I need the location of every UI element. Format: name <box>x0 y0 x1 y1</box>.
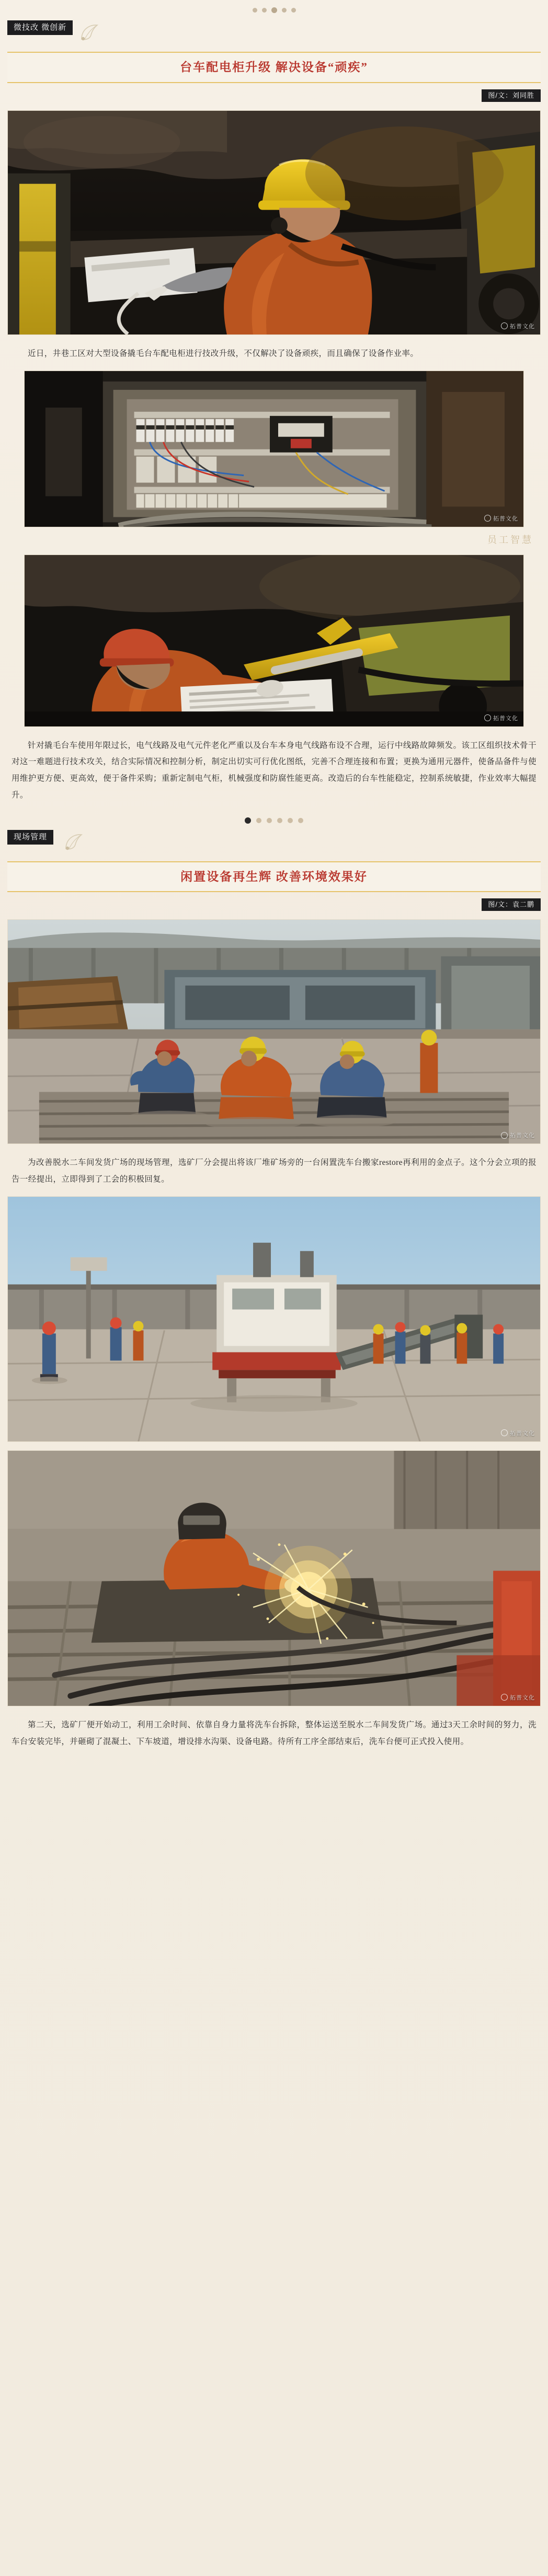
watermark: 拓普文化 <box>484 714 518 722</box>
dot <box>267 818 272 823</box>
article-title-bar-2 <box>7 861 541 893</box>
watermark-badge-icon <box>484 515 491 522</box>
top-dots-ornament <box>0 0 548 16</box>
watermark-badge-icon <box>501 1429 508 1436</box>
paragraph-2-1: 为改善脱水二车间发货广场的现场管理，选矿厂分会提出将该厂堆矿场旁的一台闲置洗车台搬家restore再利用的金点子。这个分会立项的报告一经提出，立即得到了工会的积极回复。 <box>12 1158 536 1184</box>
dot <box>245 817 251 824</box>
swirl-leaf-icon <box>78 21 100 43</box>
paragraph-2-2: 第二天，选矿厂便开始动工，利用工余时间、依靠自身力量将洗车台拆除，整体运送至脱水二车间发货广场。通过3天工余时间的努力，洗车台安装完毕，并砸砌了混凝土、下车坡道，增设排水沟渠、设备电路。待所有工序全部结束后，洗车台便可正式投入使用。 <box>12 1720 536 1746</box>
dot <box>282 8 287 13</box>
photo-yard-equipment-overview <box>7 1196 541 1442</box>
dot <box>262 8 267 13</box>
watermark: 拓普文化 <box>501 322 535 330</box>
employee-wisdom-stamp: 员工智慧 <box>487 534 533 545</box>
stamp-row <box>0 533 533 546</box>
dot <box>256 818 261 823</box>
byline-chip-2: 图/文：袁二鹏 <box>482 898 541 911</box>
watermark-badge-icon <box>501 1694 508 1701</box>
watermark-badge-icon <box>501 322 508 329</box>
swirl-leaf-icon <box>63 831 85 853</box>
paragraph-1-1: 近日，井巷工区对大型设备撬毛台车配电柜进行技改升级，不仅解决了设备顽疾，而且确保了设备作业率。 <box>28 349 419 358</box>
watermark: 拓普文化 <box>484 514 518 523</box>
paragraph-1-2: 针对撬毛台车使用年限过长，电气线路及电气元件老化严重以及台车本身电气线路布设不合理，运行中线路故障频发。该工区组织技术骨干对这一难题进行技术攻关，结合实际情况和控制分析，制定出切实可行优化图纸，完善不合理连接和布置；更换为通用元器件，使备品备件与使用维护更方便、更高效，便于备件采购；重新定制电气柜，机械强度和防腐性能更高。改造后的台车性能稳定，控制系统敏捷，作业效率大幅提升。 <box>12 741 536 800</box>
watermark-badge-icon <box>484 714 491 721</box>
dot <box>277 818 282 823</box>
dot <box>271 7 277 13</box>
dot <box>253 8 257 13</box>
photo-welding-sparks <box>7 1450 541 1706</box>
dot <box>288 818 293 823</box>
watermark: 拓普文化 <box>501 1693 535 1702</box>
photo-worker-repairing-cabinet <box>7 110 541 335</box>
watermark-badge-icon <box>501 1132 508 1139</box>
scene-control-cabinet <box>25 371 523 527</box>
section-tag-1: 微技改 微创新 <box>7 20 73 35</box>
watermark: 拓普文化 <box>501 1131 535 1139</box>
section-divider-dots <box>0 804 548 826</box>
byline-1 <box>7 89 541 102</box>
dot <box>298 818 303 823</box>
scene-reading-drawing <box>25 555 523 727</box>
scene-yard-install <box>8 920 540 1144</box>
section-tag-2: 现场管理 <box>7 830 53 845</box>
photo-open-control-cabinet <box>24 371 524 527</box>
page-title-1: 台车配电柜升级 解决设备“顽疾” <box>180 61 368 74</box>
scene-welding <box>8 1451 540 1706</box>
section-header-1 <box>0 20 548 44</box>
page-title-2: 闲置设备再生辉 改善环境效果好 <box>180 870 368 883</box>
photo-workers-on-ground-installing <box>7 919 541 1144</box>
dot <box>291 8 296 13</box>
scene-yard-overview <box>8 1197 540 1442</box>
scene-tunnel-repair <box>8 111 540 335</box>
article-title-bar-1 <box>7 52 541 83</box>
byline-chip-1: 图/文：刘同胜 <box>482 89 541 102</box>
byline-2 <box>7 898 541 911</box>
photo-worker-reading-drawing <box>24 555 524 727</box>
watermark: 拓普文化 <box>501 1429 535 1437</box>
section-header-2 <box>0 830 548 854</box>
